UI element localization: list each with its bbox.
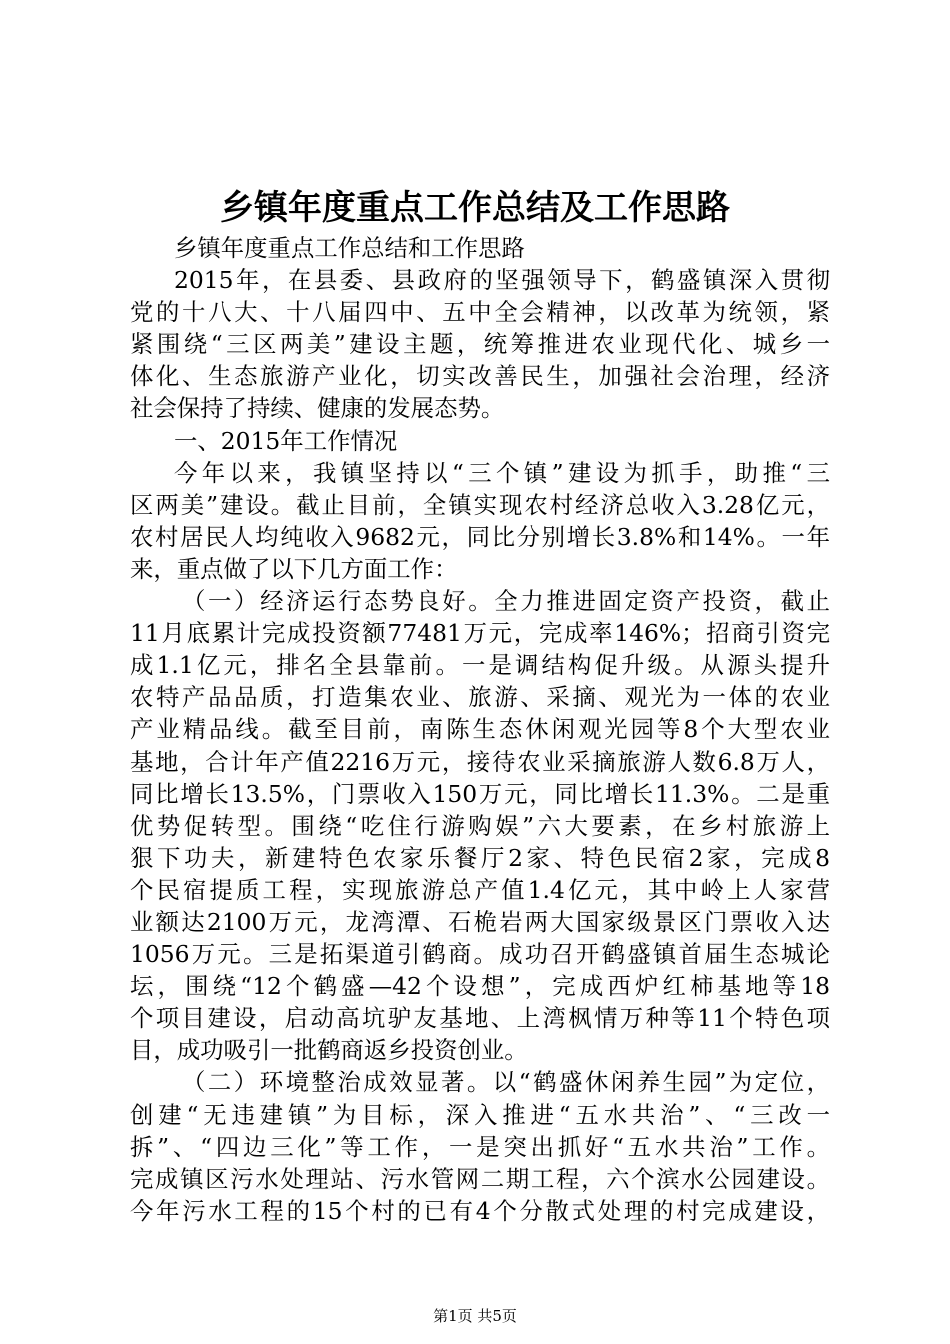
- paragraph-line: 党的十八大、十八届四中、五中全会精神，以改革为统领，紧: [130, 298, 830, 327]
- paragraph-line: 1056万元。三是拓渠道引鹤商。成功召开鹤盛镇首届生态城论: [130, 940, 830, 969]
- page-footer: 第1页 共5页: [433, 1307, 517, 1325]
- paragraph-line: 同比增长13.5%，门票收入150万元，同比增长11.3%。二是重: [130, 779, 830, 808]
- paragraph-line: （二）环境整治成效显著。以“鹤盛休闲养生园”为定位，: [182, 1068, 830, 1097]
- paragraph-line: 个项目建设，启动高坑驴友基地、上湾枫情万种等11个特色项: [130, 1004, 830, 1033]
- paragraph-line: （一）经济运行态势良好。全力推进固定资产投资，截止: [182, 587, 830, 616]
- paragraph-line: 目，成功吸引一批鹤商返乡投资创业。: [130, 1036, 528, 1065]
- document-title: 乡镇年度重点工作总结及工作思路: [220, 188, 730, 228]
- paragraph-line: 完成镇区污水处理站、污水管网二期工程，六个滨水公园建设。: [130, 1164, 830, 1193]
- paragraph-line: 个民宿提质工程，实现旅游总产值1.4亿元，其中岭上人家营: [130, 875, 830, 904]
- paragraph-line: 区两美”建设。截止目前，全镇实现农村经济总收入3.28亿元，: [130, 490, 830, 519]
- paragraph-line: 来，重点做了以下几方面工作：: [130, 554, 458, 583]
- paragraph-line: 狠下功夫，新建特色农家乐餐厅2家、特色民宿2家，完成8: [130, 843, 830, 872]
- paragraph-line: 成1.1亿元，排名全县靠前。一是调结构促升级。从源头提升: [130, 651, 830, 680]
- paragraph-line: 创建“无违建镇”为目标，深入推进“五水共治”、“三改一: [130, 1100, 830, 1129]
- paragraph-line: 基地，合计年产值2216万元，接待农业采摘旅游人数6.8万人，: [130, 747, 830, 776]
- paragraph-line: 社会保持了持续、健康的发展态势。: [130, 394, 505, 423]
- paragraph-line: 优势促转型。围绕“吃住行游购娱”六大要素，在乡村旅游上: [130, 811, 830, 840]
- paragraph-line: 11月底累计完成投资额77481万元，完成率146%；招商引资完: [130, 619, 830, 648]
- section-heading: 一、2015年工作情况: [174, 426, 398, 455]
- paragraph-line: 拆”、“四边三化”等工作，一是突出抓好“五水共治”工作。: [130, 1132, 830, 1161]
- document-body: [130, 232, 830, 1227]
- paragraph-line: 2015年，在县委、县政府的坚强领导下，鹤盛镇深入贯彻: [174, 266, 830, 295]
- subtitle-line: 乡镇年度重点工作总结和工作思路: [174, 234, 525, 262]
- paragraph-line: 农村居民人均纯收入9682元，同比分别增长3.8%和14%。一年: [130, 522, 830, 551]
- paragraph-line: 体化、生态旅游产业化，切实改善民生，加强社会治理，经济: [130, 362, 830, 391]
- paragraph-line: 业额达2100万元，龙湾潭、石桅岩两大国家级景区门票收入达: [130, 907, 830, 936]
- paragraph-line: 农特产品品质，打造集农业、旅游、采摘、观光为一体的农业: [130, 683, 830, 712]
- paragraph-line: 产业精品线。截至目前，南陈生态休闲观光园等8个大型农业: [130, 715, 830, 744]
- paragraph-line: 紧围绕“三区两美”建设主题，统筹推进农业现代化、城乡一: [130, 330, 830, 359]
- paragraph-line: 今年污水工程的15个村的已有4个分散式处理的村完成建设，: [130, 1196, 830, 1225]
- paragraph-line: 坛，围绕“12个鹤盛—42个设想”，完成西炉红柿基地等18: [130, 972, 830, 1001]
- paragraph-line: 今年以来，我镇坚持以“三个镇”建设为抓手，助推“三: [174, 458, 830, 487]
